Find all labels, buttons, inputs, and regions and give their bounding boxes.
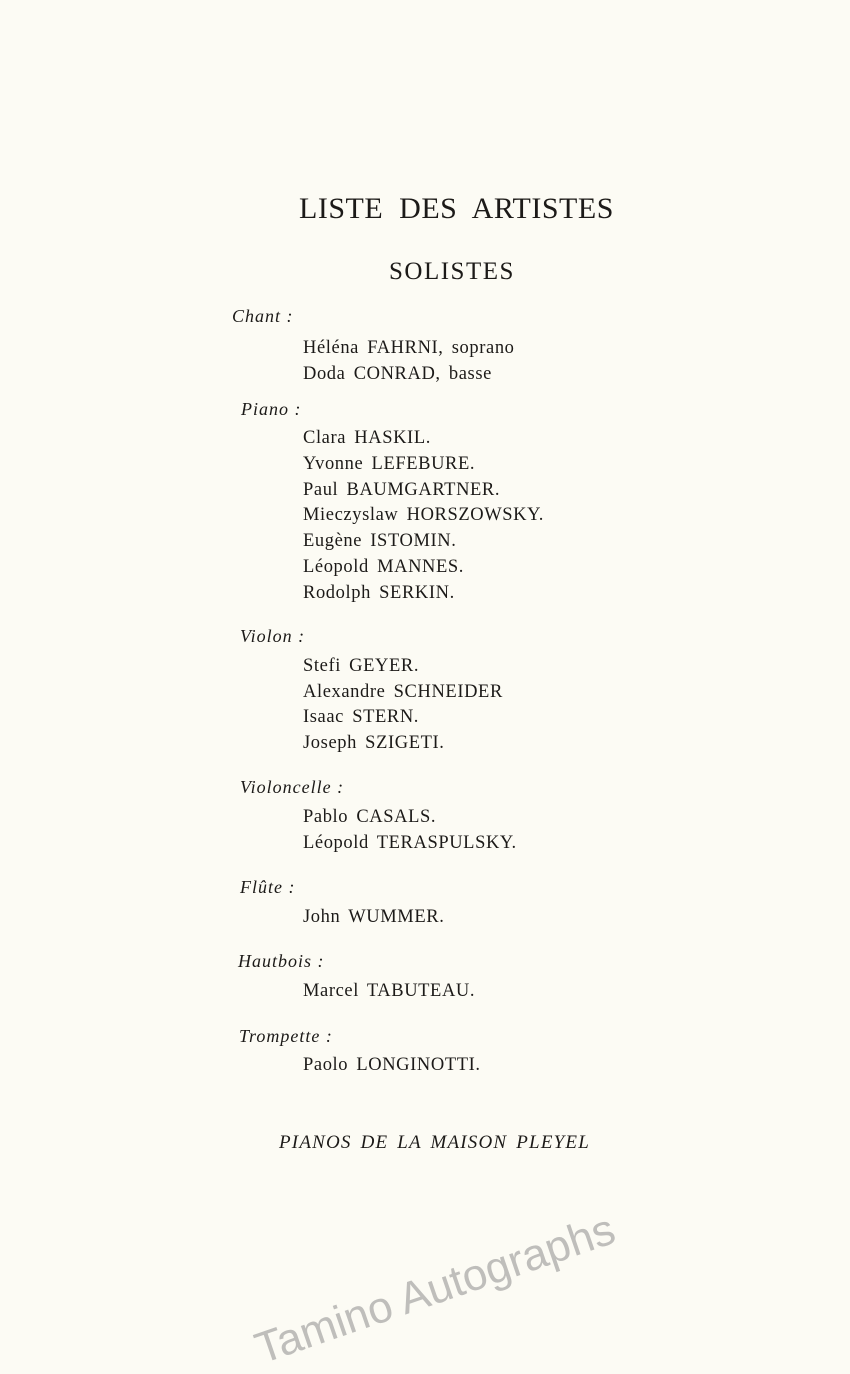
- artist-name: Joseph SZIGETI.: [303, 733, 445, 753]
- artist-name: Clara HASKIL.: [303, 428, 431, 448]
- artist-name: Doda CONRAD, basse: [303, 364, 492, 384]
- page-title: LISTE DES ARTISTES: [299, 192, 614, 225]
- section-subtitle: SOLISTES: [389, 258, 515, 285]
- artist-name: Rodolph SERKIN.: [303, 583, 455, 603]
- artist-name: Alexandre SCHNEIDER: [303, 682, 503, 702]
- artist-name: Marcel TABUTEAU.: [303, 981, 476, 1001]
- artist-name: Paolo LONGINOTTI.: [303, 1055, 481, 1075]
- artist-name: Stefi GEYER.: [303, 656, 420, 676]
- category-trompette: Trompette :: [239, 1026, 333, 1046]
- artist-name: Isaac STERN.: [303, 707, 420, 727]
- category-flute: Flûte :: [240, 877, 296, 897]
- watermark: Tamino Autographs: [249, 1204, 622, 1374]
- category-chant: Chant :: [232, 306, 294, 326]
- artist-name: Pablo CASALS.: [303, 807, 437, 827]
- artist-name: Paul BAUMGARTNER.: [303, 480, 501, 500]
- artist-name: Léopold TERASPULSKY.: [303, 833, 517, 853]
- category-hautbois: Hautbois :: [238, 951, 325, 971]
- category-violoncelle: Violoncelle :: [240, 777, 345, 797]
- artist-name: Eugène ISTOMIN.: [303, 531, 457, 551]
- category-violon: Violon :: [240, 626, 306, 646]
- artist-name: Mieczyslaw HORSZOWSKY.: [303, 505, 544, 525]
- artist-name: Léopold MANNES.: [303, 557, 465, 577]
- artist-name: Yvonne LEFEBURE.: [303, 454, 476, 474]
- artist-name: Héléna FAHRNI, soprano: [303, 338, 515, 358]
- artist-name: John WUMMER.: [303, 907, 445, 927]
- category-piano: Piano :: [241, 399, 302, 419]
- footer-note: PIANOS DE LA MAISON PLEYEL: [279, 1132, 590, 1153]
